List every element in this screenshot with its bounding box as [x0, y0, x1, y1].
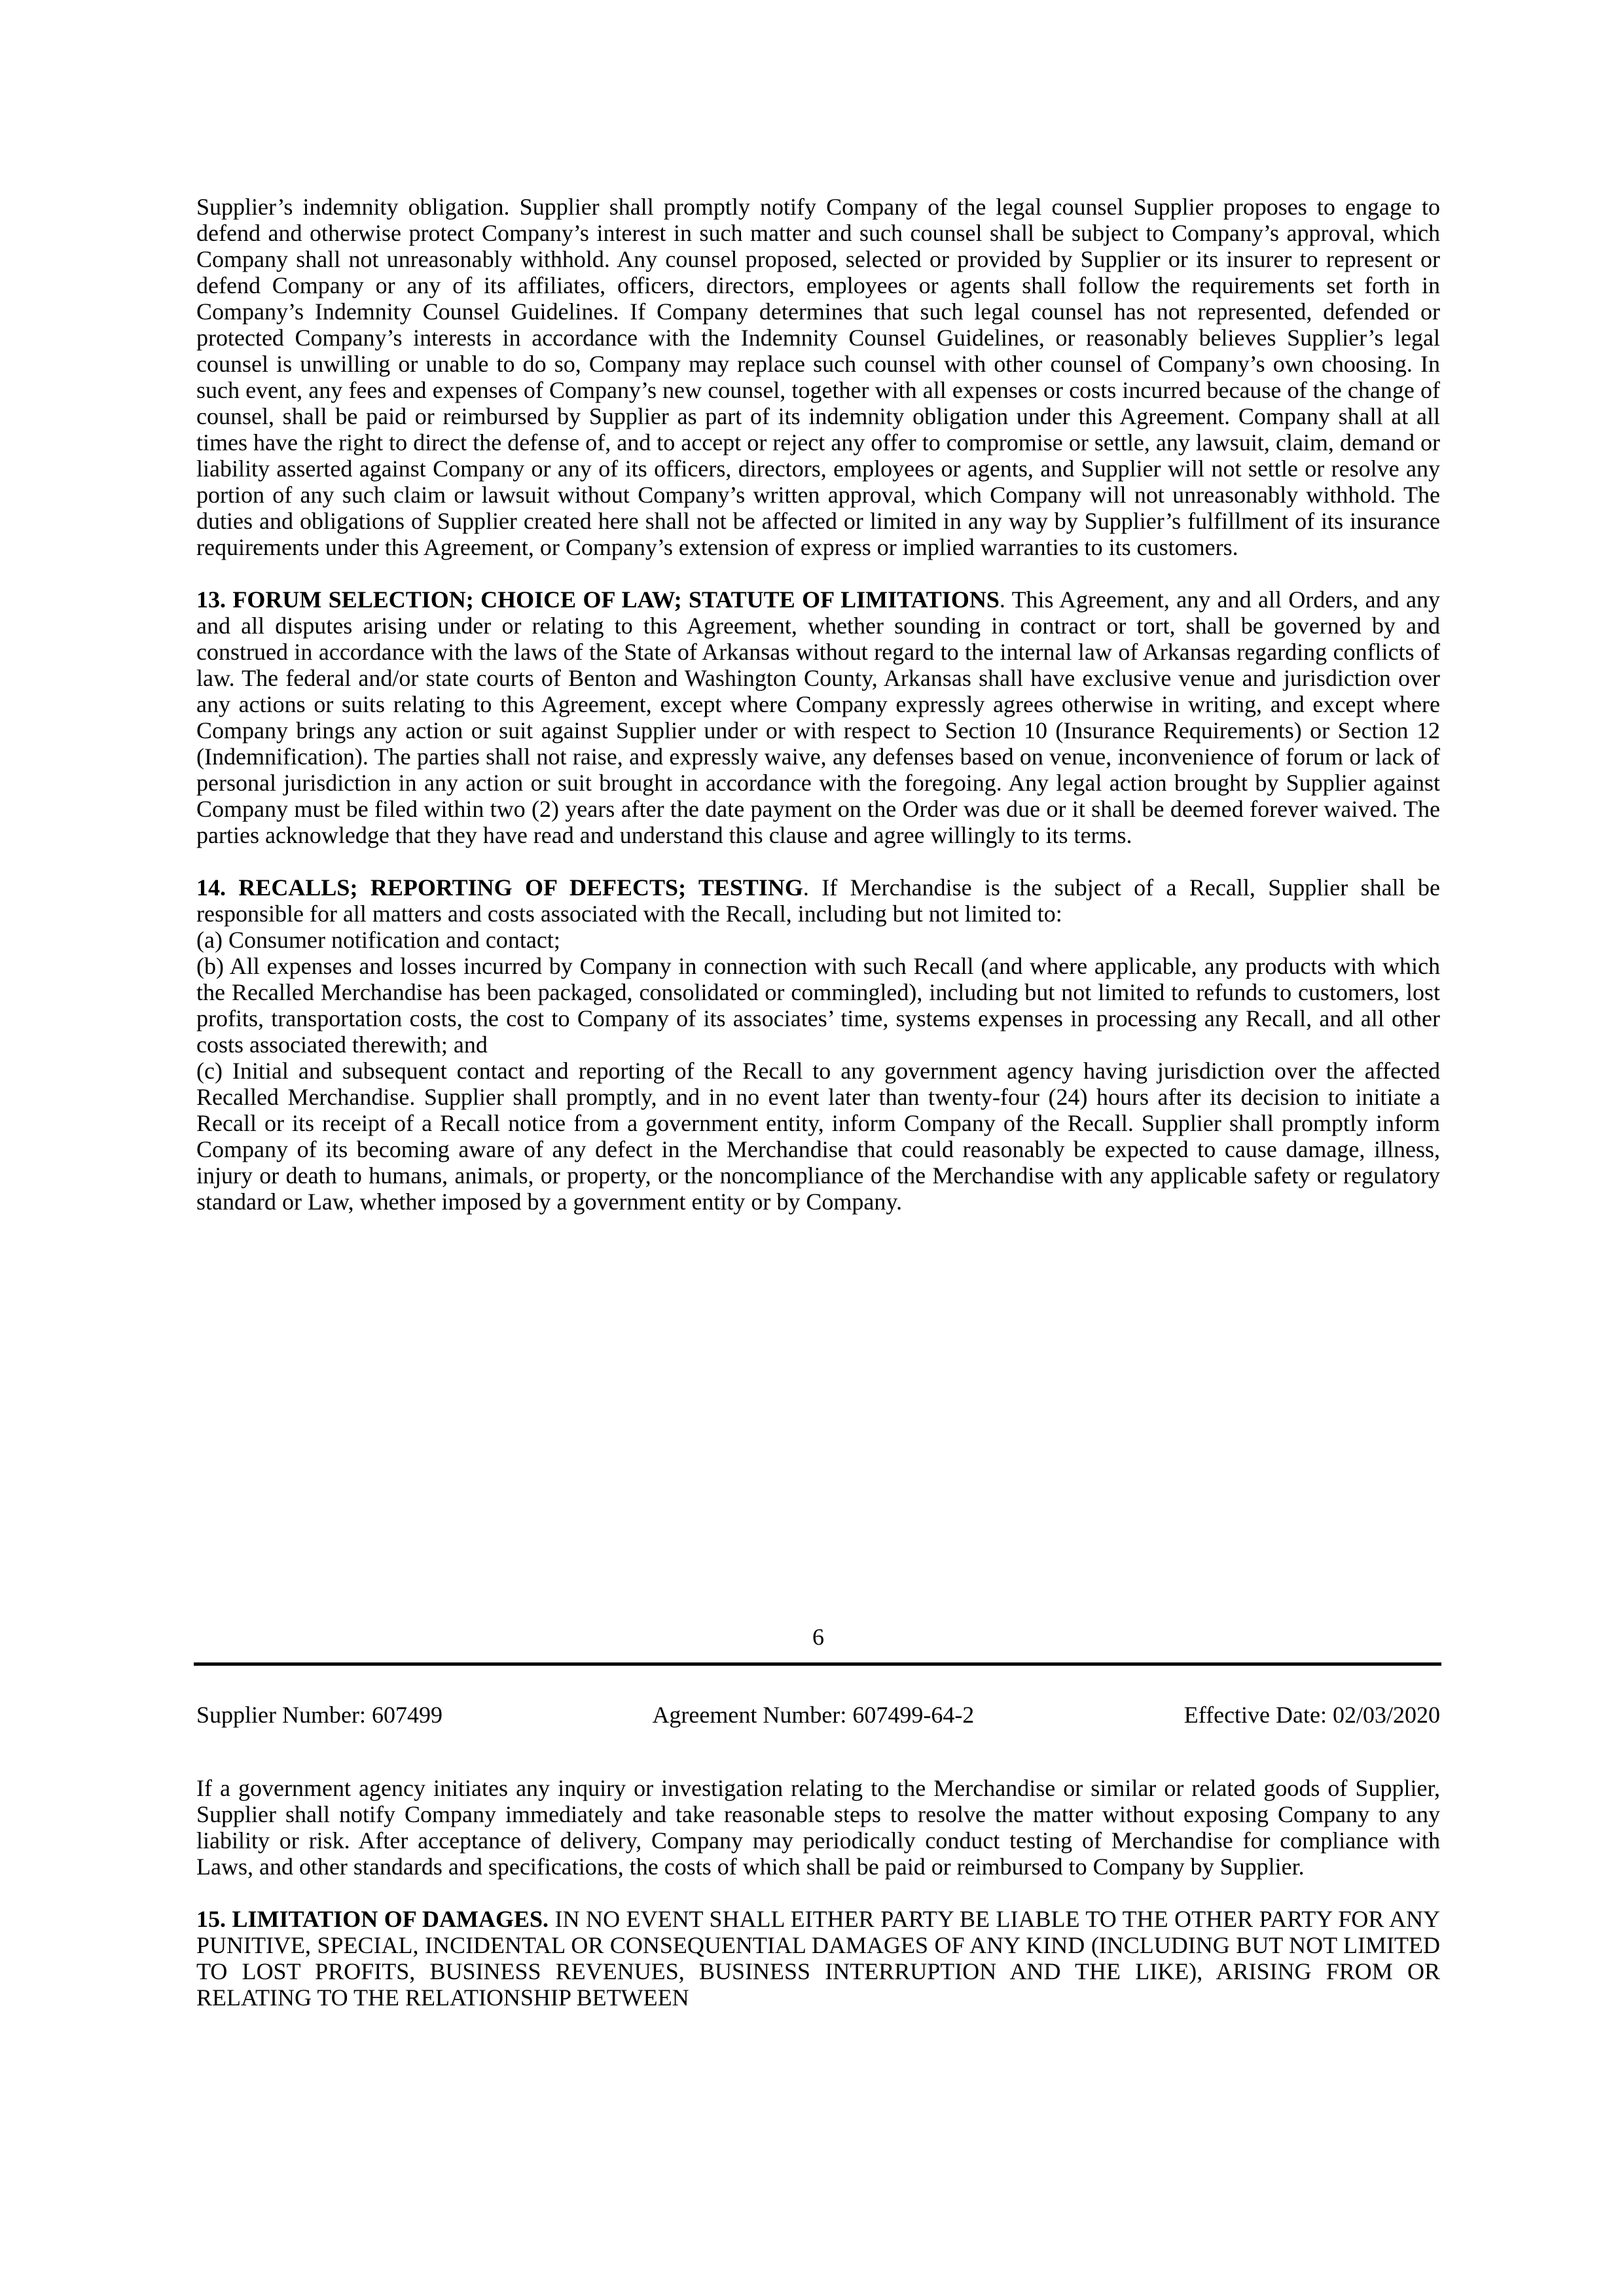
page-body: [196, 194, 1440, 1215]
page-body-continued: [196, 1775, 1440, 2011]
page-divider: [194, 1662, 1441, 1666]
section-14-paragraph: [196, 874, 1440, 927]
spacer: [196, 560, 1440, 586]
section-15-paragraph: [196, 1906, 1440, 2011]
effective-date: Effective Date: 02/03/2020: [1183, 1702, 1440, 1728]
section-14-item-c: (c) Initial and subsequent contact and reporting of the Recall to any government agency having jurisdiction over the affected Recalled Merchandise. Supplier shall promptly, and in no event later than twenty-four (24) hours after its decision to initiate a Recall or its receipt of a Recall notice from a government entity, inform Company of the Recall. Supplier shall promptly inform Company of its becoming aware of any defect in the Merchandise that could reasonably be expected to cause damage, illness, injury or death to humans, animals, or property, or the noncompliance of the Merchandise with any applicable safety or regulatory standard or Law, whether imposed by a government entity or by Company.: [196, 1058, 1440, 1215]
supplier-number: Supplier Number: 607499: [196, 1702, 442, 1728]
document-header: [196, 1702, 1440, 1728]
spacer: [196, 1880, 1440, 1906]
indemnity-paragraph: Supplier’s indemnity obligation. Supplier shall promptly notify Company of the legal counsel Supplier proposes to engage to defend and otherwise protect Company’s interest in such matter and such counsel shall be subject to Company’s approval, which Company shall not unreasonably withhold. Any counsel proposed, selected or provided by Supplier or its insurer to represent or defend Company or any of its affiliates, officers, directors, employees or agents shall follow the requirements set forth in Company’s Indemnity Counsel Guidelines. If Company determines that such legal counsel has not represented, defended or protected Company’s interests in accordance with the Indemnity Counsel Guidelines, or reasonably believes Supplier’s legal counsel is unwilling or unable to do so, Company may replace such counsel with other counsel of Company’s own choosing. In such event, any fees and expenses of Company’s new counsel, together with all expenses or costs incurred because of the change of counsel, shall be paid or reimbursed by Supplier as part of its indemnity obligation under this Agreement. Company shall at all times have the right to direct the defense of, and to accept or reject any offer to compromise or settle, any lawsuit, claim, demand or liability asserted against Company or any of its officers, directors, employees or agents, and Supplier will not settle or resolve any portion of any such claim or lawsuit without Company’s written approval, which Company will not unreasonably withhold. The duties and obligations of Supplier created here shall not be affected or limited in any way by Supplier’s fulfillment of its insurance requirements under this Agreement, or Company’s extension of express or implied warranties to its customers.: [196, 194, 1440, 560]
section-14-item-b: (b) All expenses and losses incurred by Company in connection with such Recall (and where applicable, any products with which the Recalled Merchandise has been packaged, consolidated or commingled), including but not limited to refunds to customers, lost profits, transportation costs, the cost to Company of its associates’ time, systems expenses in processing any Recall, and all other costs associated therewith; and: [196, 953, 1440, 1058]
section-14-heading: 14. RECALLS; REPORTING OF DEFECTS; TESTING: [196, 874, 803, 901]
section-15-heading: 15. LIMITATION OF DAMAGES.: [196, 1906, 549, 1932]
section-13-body: . This Agreement, any and all Orders, and any and all disputes arising under or relating to this Agreement, whether sounding in contract or tort, shall be governed by and construed in accordance with the laws of the State of Arkansas without regard to the internal law of Arkansas regarding conflicts of law. The federal and/or state courts of Benton and Washington County, Arkansas shall have exclusive venue and jurisdiction over any actions or suits relating to this Agreement, except where Company expressly agrees otherwise in writing, and except where Company brings any action or suit against Supplier under or with respect to Section 10 (Insurance Requirements) or Section 12 (Indemnification). The parties shall not raise, and expressly waive, any defenses based on venue, inconvenience of forum or lack of personal jurisdiction in any action or suit brought in accordance with the foregoing. Any legal action brought by Supplier against Company must be filed within two (2) years after the date payment on the Order was due or it shall be deemed forever waived. The parties acknowledge that they have read and understand this clause and agree willingly to its terms.: [196, 586, 1441, 848]
government-inquiry-paragraph: If a government agency initiates any inquiry or investigation relating to the Merchandise or similar or related goods of Supplier, Supplier shall notify Company immediately and take reasonable steps to resolve the matter without exposing Company to any liability or risk. After acceptance of delivery, Company may periodically conduct testing of Merchandise for compliance with Laws, and other standards and specifications, the costs of which shall be paid or reimbursed to Company by Supplier.: [196, 1775, 1440, 1880]
section-14-body: . If Merchandise is the subject of a Recall, Supplier shall be responsible for all matters and costs associated with the Recall, including but not limited to:: [196, 874, 1440, 927]
section-15-body: IN NO EVENT SHALL EITHER PARTY BE LIABLE TO THE OTHER PARTY FOR ANY PUNITIVE, SPECIAL, INCIDENTAL OR CONSEQUENTIAL DAMAGES OF ANY KIND (INCLUDING BUT NOT LIMITED TO LOST PROFITS, BUSINESS REVENUES, BUSINESS INTERRUPTION AND THE LIKE), ARISING FROM OR RELATING TO THE RELATIONSHIP BETWEEN: [196, 1906, 1440, 2011]
agreement-number: Agreement Number: 607499-64-2: [652, 1702, 975, 1728]
page-number: 6: [812, 1624, 824, 1650]
section-13-paragraph: [196, 586, 1440, 848]
section-13-heading: 13. FORUM SELECTION; CHOICE OF LAW; STATUTE OF LIMITATIONS: [196, 586, 1000, 613]
section-14-item-a: (a) Consumer notification and contact;: [196, 927, 560, 953]
spacer: [196, 848, 1440, 874]
